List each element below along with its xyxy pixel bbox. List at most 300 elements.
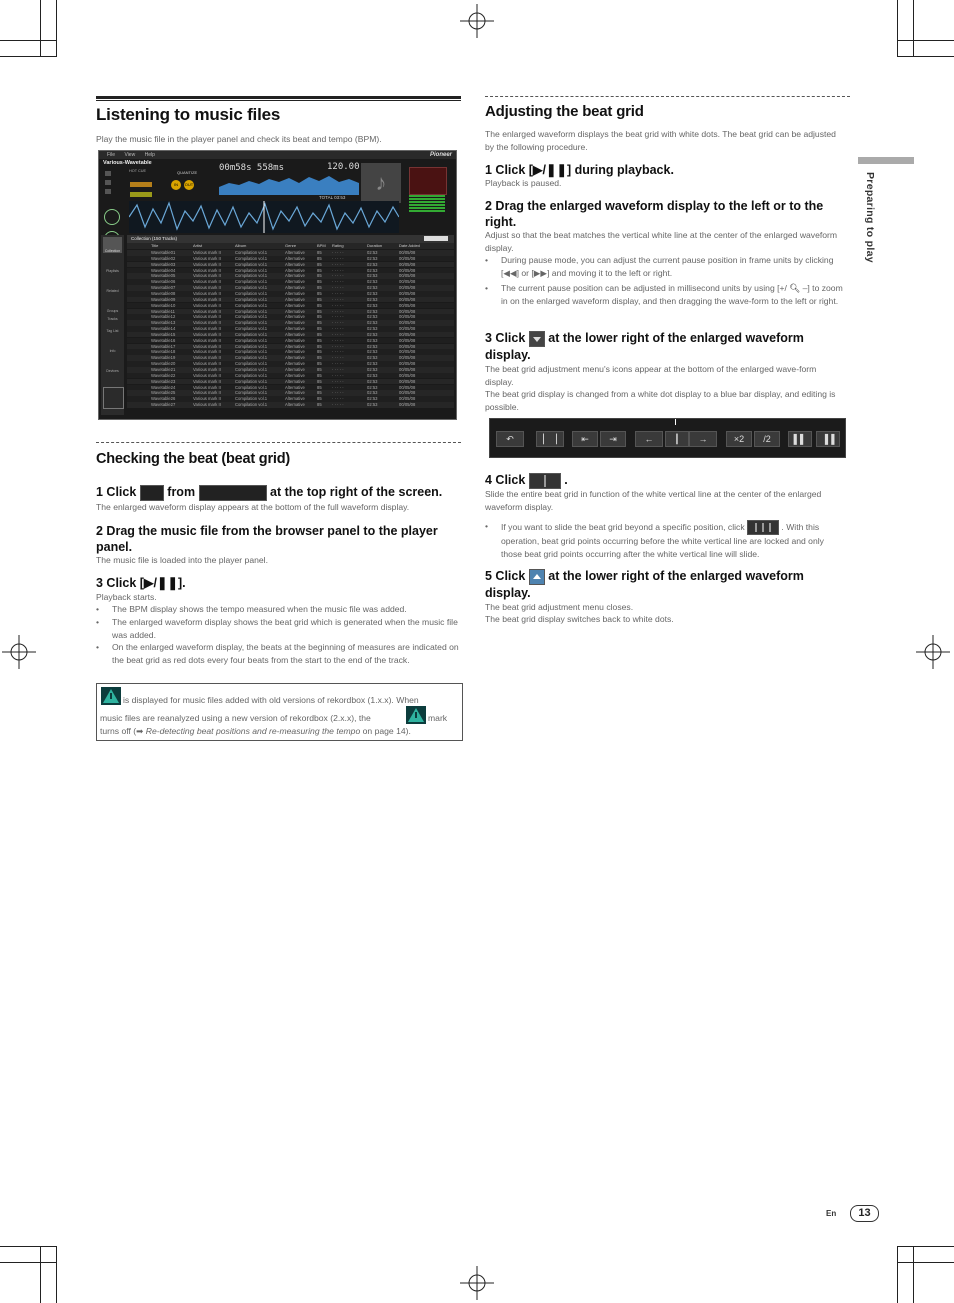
track-cell: 00/05/08 (399, 273, 416, 279)
track-cell: Compilation vol.1 (235, 261, 268, 267)
track-cell: · · · · · (332, 378, 344, 384)
crop-mark (913, 0, 914, 57)
grid-lock-button[interactable]: ▌▌ (788, 431, 812, 447)
track-cell: Compilation vol.1 (235, 296, 268, 302)
track-cell: Various mark II (193, 326, 221, 332)
track-cell: 00/05/08 (399, 261, 416, 267)
track-cell: Alternative (285, 320, 305, 326)
track-row[interactable] (127, 344, 454, 350)
menu-view[interactable]: View (124, 152, 136, 158)
track-cell: Wavetable03 (151, 261, 176, 267)
track-cell: 02:53 (367, 296, 378, 302)
track-cell: 85 (317, 314, 322, 320)
bullet-item: • If you want to slide the beat grid beyond a specific position, click . With this operation, beat grid points occurring before the white vertical line are locked and only those beat grid points occurring after the white vertical line will slide. (485, 521, 824, 559)
col-artist[interactable]: Artist (193, 243, 203, 248)
crop-mark (0, 40, 57, 41)
collection-count: Collection (150 Tracks) (131, 236, 178, 241)
warning-mark-icon (101, 687, 121, 705)
track-row[interactable] (127, 297, 454, 303)
double-bpm-button[interactable]: ×2 (726, 431, 752, 447)
undo-button[interactable]: ↶ (496, 431, 524, 447)
step1-text: at the top right of the screen. (270, 485, 443, 499)
track-cell: · · · · · (332, 337, 344, 343)
track-cell: 85 (317, 378, 322, 384)
track-cell: · · · · · (332, 279, 344, 285)
track-cell: 00/05/08 (399, 308, 416, 314)
track-cell: Various mark II (193, 302, 221, 308)
track-cell: Compilation vol.1 (235, 273, 268, 279)
track-cell: Various mark II (193, 349, 221, 355)
track-cell: 85 (317, 308, 322, 314)
track-cell: Compilation vol.1 (235, 384, 268, 390)
crop-mark (56, 0, 57, 57)
track-cell: Alternative (285, 367, 305, 372)
crop-mark (0, 1262, 57, 1263)
track-cell: Wavetable07 (151, 285, 176, 291)
col-rating[interactable]: Rating (332, 243, 344, 248)
bullet-item: • The current pause position can be adjusted in millisecond units by using [+/ 🔍︎ –] to zoom in on the enlarged waveform display, and then dragging the wave-form to the left or right. (485, 283, 843, 306)
track-cell: · · · · · (332, 290, 344, 296)
track-cell: 00/05/08 (399, 296, 416, 302)
crop-mark (897, 0, 898, 57)
track-cell: 00/05/08 (399, 320, 416, 326)
track-cell: Compilation vol.1 (235, 355, 268, 361)
track-cell: Wavetable05 (151, 273, 176, 279)
track-cell: 85 (317, 273, 322, 279)
track-cell: Compilation vol.1 (235, 396, 268, 402)
track-cell: Compilation vol.1 (235, 279, 268, 285)
track-cell: 85 (317, 361, 322, 367)
track-cell: 02:53 (367, 331, 378, 337)
track-cell: 85 (317, 261, 322, 267)
col-bpm[interactable]: BPM (317, 243, 326, 248)
track-cell: 00/05/08 (399, 384, 416, 390)
track-row[interactable] (127, 303, 454, 309)
note-box (96, 683, 463, 741)
crop-mark (897, 1246, 898, 1303)
cue-button[interactable] (104, 209, 120, 225)
track-cell: 02:53 (367, 273, 378, 279)
step-heading: display. (485, 348, 531, 362)
track-cell: Alternative (285, 396, 305, 402)
section-intro: The enlarged waveform displays the beat grid with white dots. The beat grid can be adjusted by the following procedure. (485, 129, 836, 152)
track-list[interactable] (127, 250, 454, 408)
sidebar-info[interactable]: Info (109, 349, 116, 353)
crop-mark (40, 0, 41, 57)
section-intro: Play the music file in the player panel and check its beat and tempo (BPM). (96, 134, 382, 144)
track-row[interactable] (127, 273, 454, 279)
loop-in-button[interactable]: IN (171, 180, 181, 190)
track-cell: Alternative (285, 314, 305, 320)
rewind-icon[interactable] (105, 180, 111, 185)
track-cell: 02:53 (367, 378, 378, 384)
step-body: The beat grid adjustment menu closes. (485, 602, 634, 612)
track-cell: 02:53 (367, 267, 378, 273)
track-cell: Compilation vol.1 (235, 402, 268, 408)
track-row[interactable] (127, 332, 454, 338)
track-cell: Various mark II (193, 285, 221, 291)
track-cell: 02:53 (367, 384, 378, 390)
track-cell: Compilation vol.1 (235, 367, 268, 372)
beat-grid-adjust-bar (489, 418, 846, 458)
shift-grid-right-button[interactable]: ⇥ (600, 431, 626, 447)
track-cell: Alternative (285, 285, 305, 291)
track-cell: 00/05/08 (399, 267, 416, 273)
col-title[interactable]: Title (151, 243, 159, 248)
level-meter (409, 195, 445, 233)
bullet-item: • The BPM display shows the tempo measured when the music file was added. (96, 604, 407, 614)
track-cell: Alternative (285, 308, 305, 314)
track-cell: Wavetable13 (151, 320, 176, 326)
track-cell: 85 (317, 337, 322, 343)
track-row[interactable] (127, 320, 454, 326)
track-cell: Wavetable15 (151, 331, 176, 337)
track-cell: 00/05/08 (399, 250, 416, 255)
track-row[interactable] (127, 390, 454, 396)
track-row[interactable] (127, 385, 454, 391)
track-cell: Alternative (285, 331, 305, 337)
step1-text: from (167, 485, 196, 499)
track-cell: 00/05/08 (399, 290, 416, 296)
step-body: Adjust so that the beat matches the vertical white line at the center of the enlarged waveform display. (485, 230, 838, 253)
track-cell: 85 (317, 343, 322, 349)
track-cell: 02:53 (367, 337, 378, 343)
track-cell: Various mark II (193, 367, 221, 372)
track-row[interactable] (127, 309, 454, 315)
track-row[interactable] (127, 285, 454, 291)
track-cell: · · · · · (332, 331, 344, 337)
sidebar-related[interactable]: Related Tracks (106, 289, 119, 321)
track-cell: 00/05/08 (399, 402, 416, 408)
sidebar-collection[interactable]: Collection (103, 237, 122, 253)
enlarged-waveform-button-icon[interactable] (140, 485, 164, 501)
track-cell: Compilation vol.1 (235, 343, 268, 349)
move-right-button[interactable]: → (689, 431, 717, 447)
track-row[interactable] (127, 268, 454, 274)
track-cell: 02:53 (367, 343, 378, 349)
side-tab-bar (858, 157, 914, 164)
track-cell: 02:53 (367, 402, 378, 408)
search-input[interactable] (424, 236, 448, 241)
track-cell: Alternative (285, 361, 305, 367)
track-cell: Various mark II (193, 261, 221, 267)
step-body: The music file is loaded into the player panel. (96, 555, 268, 565)
track-row[interactable] (127, 361, 454, 367)
track-cell: 02:53 (367, 390, 378, 396)
track-cell: 02:53 (367, 308, 378, 314)
section-title: Checking the beat (beat grid) (96, 451, 290, 467)
track-row[interactable] (127, 314, 454, 320)
note-text: turns off (➡ Re-detecting beat positions and re-measuring the tempo on page 14). (100, 726, 411, 736)
track-cell: 02:53 (367, 396, 378, 402)
crop-mark (0, 56, 57, 57)
crop-mark (897, 56, 954, 57)
track-cell: Compilation vol.1 (235, 378, 268, 384)
sidebar-playlists[interactable]: Playlists (106, 269, 119, 273)
track-cell: Alternative (285, 355, 305, 361)
track-cell: 00/05/08 (399, 378, 416, 384)
track-cell: Various mark II (193, 361, 221, 367)
track-row[interactable] (127, 367, 454, 373)
crop-mark (897, 1246, 954, 1247)
track-cell: Compilation vol.1 (235, 250, 268, 255)
track-cell: · · · · · (332, 402, 344, 408)
half-bpm-button[interactable]: /2 (754, 431, 780, 447)
track-cell: Various mark II (193, 279, 221, 285)
track-cell: Alternative (285, 296, 305, 302)
hot-cue-b[interactable] (130, 192, 152, 197)
registration-mark (916, 635, 950, 669)
track-cell: Various mark II (193, 250, 221, 255)
step1-text: 1 Click (96, 485, 137, 499)
track-cell: · · · · · (332, 302, 344, 308)
track-cell: Wavetable02 (151, 255, 176, 261)
track-cell: · · · · · (332, 250, 344, 255)
section-title: Adjusting the beat grid (485, 103, 644, 120)
track-cell: · · · · · (332, 384, 344, 390)
forward-icon[interactable] (105, 189, 111, 194)
track-cell: Various mark II (193, 390, 221, 396)
track-cell: · · · · · (332, 273, 344, 279)
track-row[interactable] (127, 355, 454, 361)
collection-header (127, 235, 454, 243)
sidebar-devices[interactable]: Devices (106, 369, 119, 373)
crop-mark (56, 1246, 57, 1303)
track-cell: 85 (317, 384, 322, 390)
track-cell: Compilation vol.1 (235, 390, 268, 396)
track-row[interactable] (127, 349, 454, 355)
track-cell: 00/05/08 (399, 396, 416, 402)
track-cell: 00/05/08 (399, 337, 416, 343)
track-row[interactable] (127, 402, 454, 408)
track-cell: Various mark II (193, 372, 221, 378)
track-cell: Wavetable01 (151, 250, 176, 255)
track-row[interactable] (127, 396, 454, 402)
track-cell: 02:53 (367, 290, 378, 296)
track-cell: Alternative (285, 337, 305, 343)
track-cell: · · · · · (332, 267, 344, 273)
track-cell: Alternative (285, 261, 305, 267)
total-time: TOTAL 03:53 (319, 195, 346, 200)
browser-sidebar (101, 235, 124, 415)
track-cell: 85 (317, 255, 322, 261)
brand-logo: Pioneer (429, 152, 452, 158)
col-genre[interactable]: Genre (285, 243, 297, 248)
track-cell: 85 (317, 320, 322, 326)
track-cell: 00/05/08 (399, 372, 416, 378)
menu-help[interactable]: Help (144, 152, 155, 158)
transport-panel (103, 169, 125, 231)
registration-mark (2, 635, 36, 669)
track-cell: · · · · · (332, 367, 344, 372)
move-left-button[interactable]: ← (635, 431, 663, 447)
step-body: The beat grid display switches back to white dots. (485, 614, 674, 624)
prev-icon[interactable] (105, 171, 111, 176)
grid-lock-right-button[interactable]: ▐▐ (816, 431, 840, 447)
track-cell: · · · · · (332, 320, 344, 326)
track-cell: Compilation vol.1 (235, 285, 268, 291)
track-cell: Alternative (285, 302, 305, 308)
track-columns (127, 243, 454, 249)
track-cell: 02:53 (367, 372, 378, 378)
track-cell: Various mark II (193, 290, 221, 296)
step-body: The beat grid adjustment menu's icons appear at the bottom of the enlarged wave-form display. (485, 364, 817, 387)
cross-reference-link[interactable]: Re-detecting beat positions and re-measuring the tempo (145, 726, 361, 736)
track-cell: 00/05/08 (399, 314, 416, 320)
track-cell: Alternative (285, 343, 305, 349)
track-row[interactable] (127, 291, 454, 297)
track-cell: Compilation vol.1 (235, 326, 268, 332)
track-cell: 85 (317, 250, 322, 255)
beat-grid-open-icon[interactable] (529, 331, 545, 347)
hot-cue-a[interactable] (130, 182, 152, 187)
section-divider (485, 96, 850, 97)
track-cell: 85 (317, 302, 322, 308)
track-cell: 85 (317, 390, 322, 396)
slide-grid-button[interactable]: ┃ (665, 431, 689, 447)
track-cell: 85 (317, 326, 322, 332)
grid-lock-icon[interactable] (747, 520, 779, 535)
track-cell: Alternative (285, 384, 305, 390)
bpm-display: 120.00 (327, 162, 360, 172)
rekordbox-screenshot (98, 150, 457, 420)
track-cell: Wavetable12 (151, 314, 176, 320)
track-cell: 00/05/08 (399, 279, 416, 285)
track-cell: 85 (317, 396, 322, 402)
track-row[interactable] (127, 338, 454, 344)
track-cell: 02:53 (367, 302, 378, 308)
step-body: Playback is paused. (485, 178, 562, 188)
track-cell: Wavetable22 (151, 372, 176, 378)
track-cell: · · · · · (332, 396, 344, 402)
track-cell: Alternative (285, 402, 305, 408)
col-date-added[interactable]: Date Added (399, 243, 420, 248)
step-body: Playback starts. (96, 592, 157, 602)
track-row[interactable] (127, 379, 454, 385)
bullet-item: • During pause mode, you can adjust the current pause position in frame units by clicking [◀◀] or [▶▶] and moving it to the left or right. (485, 255, 834, 278)
track-cell: Alternative (285, 349, 305, 355)
track-cell: Wavetable23 (151, 378, 176, 384)
slide-grid-icon[interactable] (529, 473, 561, 489)
track-cell: 02:53 (367, 261, 378, 267)
track-cell: Wavetable25 (151, 390, 176, 396)
track-cell: 02:53 (367, 250, 378, 255)
track-cell: Compilation vol.1 (235, 302, 268, 308)
track-cell: 02:53 (367, 279, 378, 285)
shift-grid-left-button[interactable]: ⇤ (572, 431, 598, 447)
track-cell: Alternative (285, 290, 305, 296)
track-cell: Various mark II (193, 308, 221, 314)
track-cell: Various mark II (193, 267, 221, 273)
track-cell: Various mark II (193, 296, 221, 302)
beat-grid-close-icon[interactable] (529, 569, 545, 585)
track-cell: Various mark II (193, 402, 221, 408)
track-row[interactable] (127, 262, 454, 268)
center-line (675, 419, 676, 425)
track-cell: 00/05/08 (399, 349, 416, 355)
track-cell: Wavetable14 (151, 326, 176, 332)
track-cell: 00/05/08 (399, 361, 416, 367)
track-cell: Compilation vol.1 (235, 255, 268, 261)
loop-out-button[interactable]: OUT (184, 180, 194, 190)
registration-mark (460, 4, 494, 38)
memory-list[interactable] (409, 167, 447, 195)
sidebar-groups[interactable]: Groups (106, 309, 119, 313)
note-text: is displayed for music files added with old versions of rekordbox (1.x.x). When (123, 695, 419, 705)
track-cell: Wavetable27 (151, 402, 176, 408)
track-cell: Alternative (285, 273, 305, 279)
col-duration[interactable]: Duration (367, 243, 383, 248)
track-cell: 85 (317, 279, 322, 285)
track-cell: 85 (317, 296, 322, 302)
registration-mark (460, 1266, 494, 1300)
track-cell: Compilation vol.1 (235, 331, 268, 337)
sidebar-taglist[interactable]: Tag List (106, 329, 119, 333)
step-heading: 3 Click [▶/❚❚]. (96, 576, 186, 590)
track-cell: 00/05/08 (399, 390, 416, 396)
track-row[interactable] (127, 256, 454, 262)
track-cell: 00/05/08 (399, 343, 416, 349)
step-heading: 1 Click [▶/❚❚] during playback. (485, 163, 674, 177)
track-cell: Alternative (285, 279, 305, 285)
lock-button[interactable]: ▏▕ (536, 431, 564, 447)
track-cell: Various mark II (193, 273, 221, 279)
col-album[interactable]: Album (235, 243, 247, 248)
menu-file[interactable]: File (107, 152, 116, 158)
step-body: The beat grid display is changed from a white dot display to a blue bar display, and editing is possible. (485, 389, 836, 412)
track-cell: 00/05/08 (399, 255, 416, 261)
track-cell: Various mark II (193, 396, 221, 402)
track-cell: 00/05/08 (399, 367, 416, 372)
track-cell: · · · · · (332, 372, 344, 378)
track-cell: Various mark II (193, 378, 221, 384)
track-cell: Wavetable19 (151, 355, 176, 361)
track-row[interactable] (127, 373, 454, 379)
track-cell: 02:53 (367, 349, 378, 355)
track-row[interactable] (127, 279, 454, 285)
quantize-label[interactable]: QUANTIZE (177, 170, 198, 175)
track-cell: Alternative (285, 372, 305, 378)
section-divider (96, 442, 461, 443)
track-cell: 00/05/08 (399, 331, 416, 337)
section-rule (96, 100, 461, 101)
bullet-item: • The enlarged waveform display shows the beat grid which is generated when the music file was added. (96, 617, 458, 640)
track-cell: Various mark II (193, 384, 221, 390)
track-row[interactable] (127, 326, 454, 332)
track-cell: Various mark II (193, 314, 221, 320)
track-cell: · · · · · (332, 261, 344, 267)
track-cell: Compilation vol.1 (235, 372, 268, 378)
waveform-display-toggle-icon[interactable] (199, 485, 267, 501)
track-cell: Wavetable20 (151, 361, 176, 367)
track-cell: 02:53 (367, 314, 378, 320)
track-cell: · · · · · (332, 355, 344, 361)
track-cell: Compilation vol.1 (235, 290, 268, 296)
track-cell: Compilation vol.1 (235, 314, 268, 320)
track-cell: 85 (317, 267, 322, 273)
track-cell: · · · · · (332, 390, 344, 396)
track-cell: · · · · · (332, 296, 344, 302)
track-cell: Alternative (285, 250, 305, 255)
page-number: 13 (850, 1205, 879, 1222)
track-cell: Compilation vol.1 (235, 349, 268, 355)
track-row[interactable] (127, 250, 454, 256)
track-cell: · · · · · (332, 255, 344, 261)
enlarged-waveform[interactable] (129, 201, 399, 233)
crop-mark (897, 1262, 954, 1263)
track-cell: Wavetable11 (151, 308, 175, 314)
link-button[interactable] (103, 387, 124, 409)
